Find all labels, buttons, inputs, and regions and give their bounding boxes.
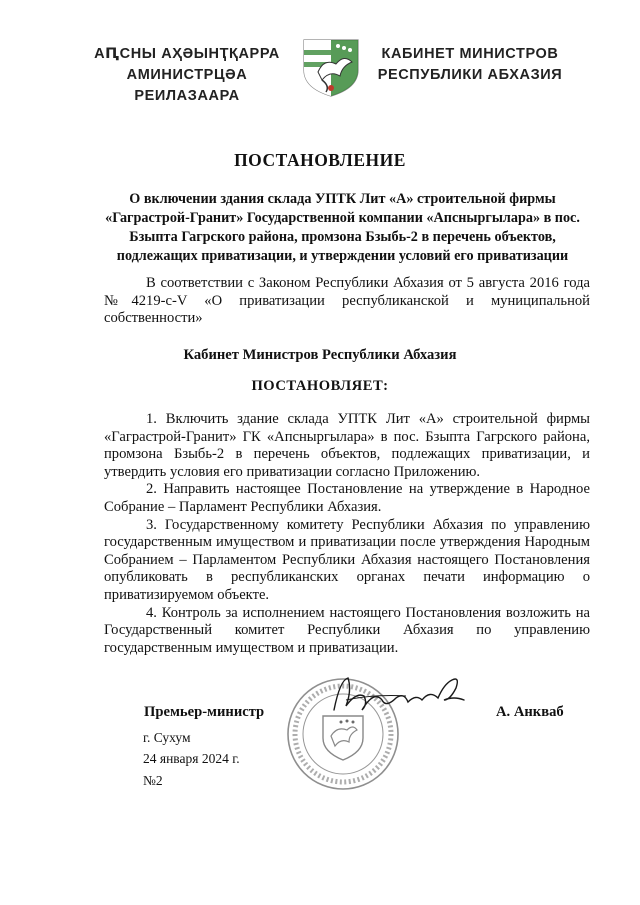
- header-left-line1: АԤСНЫ АҲӘЫНҬҚАРРА: [94, 46, 280, 62]
- header-right-line1: КАБИНЕТ МИНИСТРОВ: [381, 46, 559, 62]
- document-title: ПОСТАНОВЛЕНИЕ: [234, 150, 406, 170]
- issue-city: г. Сухум: [143, 730, 191, 745]
- resolution-item-3: 3. Государственному комитету Республики Абхазия по управлению государственным имуществом и приватизации после утверждения Народным Собранием – Парламентом Республики Абхазия настоящего Постановления опубликовать в республиканских органах печати информацию о приватизируемом объекте.: [104, 516, 590, 603]
- cabinet-heading: Кабинет Министров Республики Абхазия: [183, 347, 457, 363]
- signatory-role: Премьер-министр: [144, 704, 265, 720]
- resolution-item-4: 4. Контроль за исполнением настоящего Постановления возложить на Государственный комитет Республики Абхазия по управлению государственным имуществом и приватизации.: [104, 604, 590, 656]
- resolution-item-2: 2. Направить настоящее Постановление на утверждение в Народное Собрание – Парламент Республики Абхазия.: [104, 481, 590, 515]
- document-subject: О включении здания склада УПТК Лит «А» строительной фирмы «Гагрaстрой-Гранит» Государственной компании «Апсныргылара» в пос. Бзыпта Гагрского района, промзона Бзыбь-2 в перечень объектов, подлежащих приватизации, и утверждении условий его приватизации: [105, 191, 580, 264]
- document-number: №2: [143, 773, 163, 788]
- intro-paragraph: [104, 275, 590, 328]
- header-right-line2: РЕСПУБЛИКИ АБХАЗИЯ: [377, 67, 563, 83]
- resolution-item-1: 1. Включить здание склада УПТК Лит «А» строительной фирмы «Гагрaстрой-Гранит» ГК «Апсныргылара» в пос. Бзыпта Гагрского района, промзона Бзыбь-2 в перечень объектов, подлежащих приватизации, и утвердить условия его приватизации согласно Приложению.: [104, 411, 590, 480]
- issue-date: 24 января 2024 г.: [143, 751, 240, 766]
- handwritten-signature-icon: [326, 670, 476, 718]
- header-left: [82, 44, 292, 107]
- header-right: [370, 44, 570, 86]
- intro-text: В соответствии с Законом Республики Абхазия от 5 августа 2016 года №4219-с-V «О приватизации республиканской и муниципальной собственности»: [104, 275, 590, 327]
- coat-of-arms-icon: [300, 36, 362, 98]
- header-left-line2: АМИНИСТРЦӘА РЕИЛАЗААРА: [126, 67, 248, 104]
- resolution-items: [104, 411, 590, 657]
- signatory-name: А. Анкваб: [496, 704, 564, 720]
- resolves-heading: ПОСТАНОВЛЯЕТ:: [251, 378, 389, 394]
